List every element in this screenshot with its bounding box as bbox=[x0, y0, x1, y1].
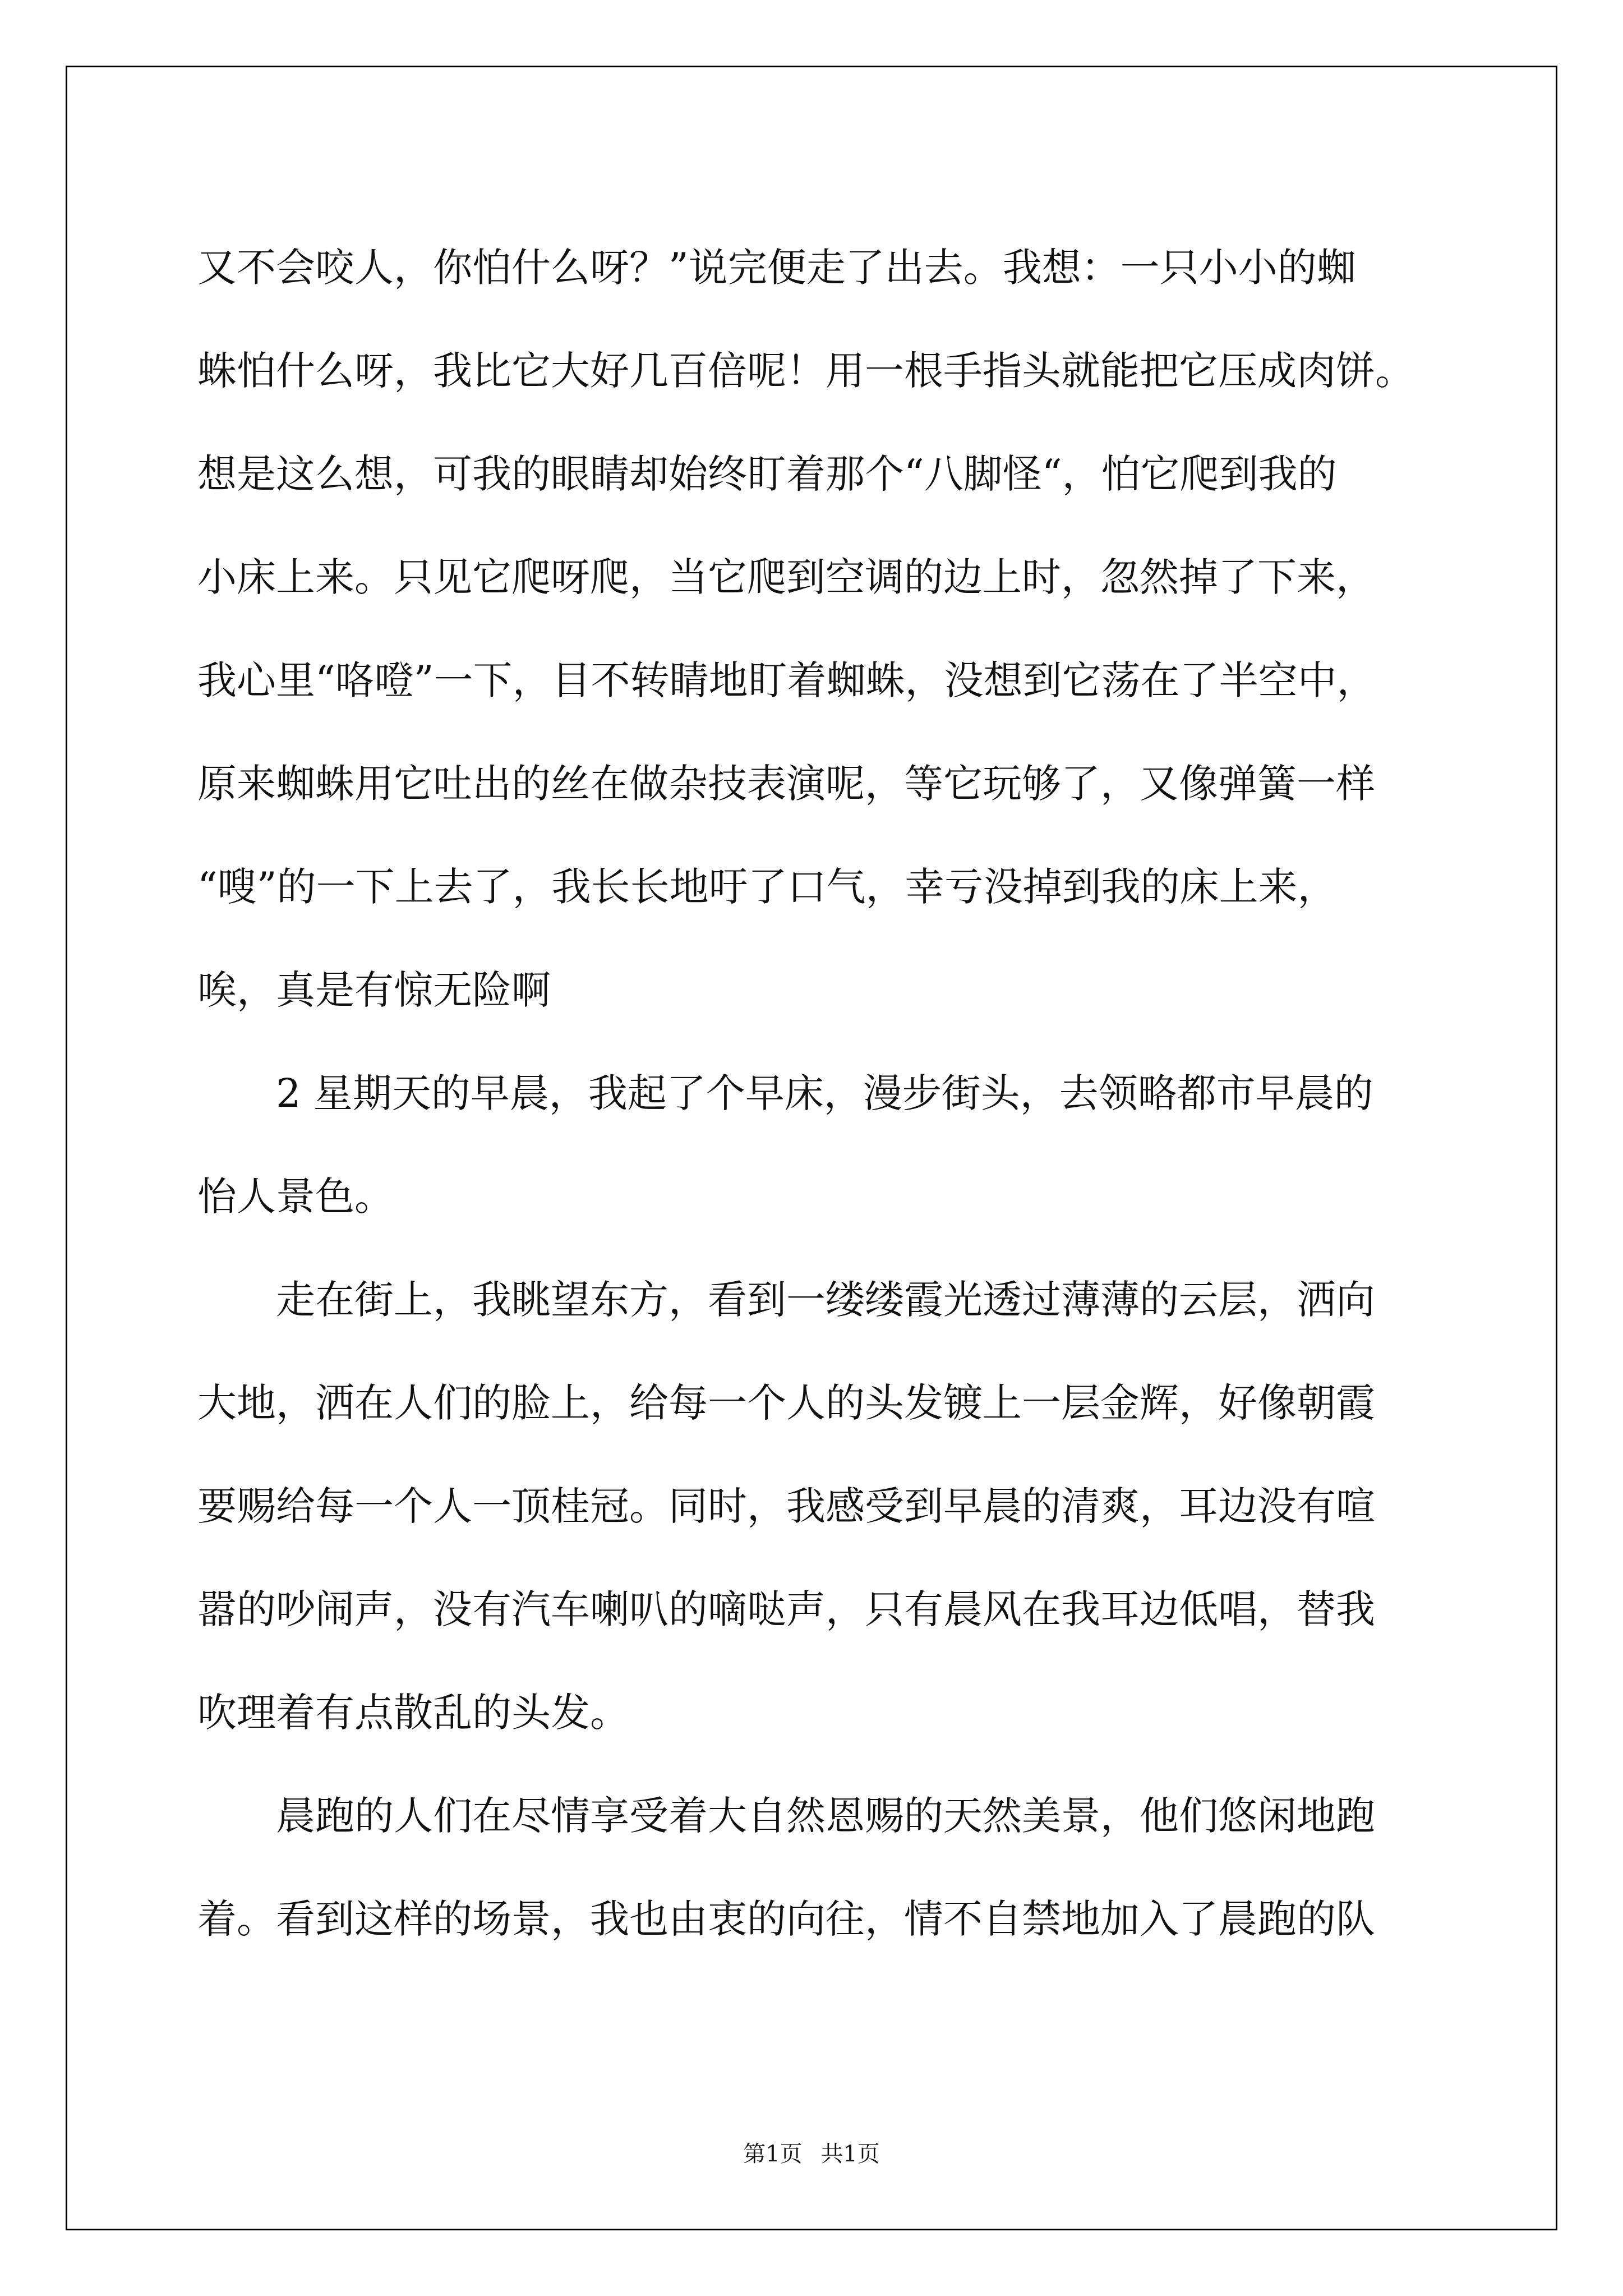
page-footer bbox=[0, 2136, 1623, 2168]
text-line-16: 晨跑的人们在尽情享受着大自然恩赐的天然美景，他们悠闲地跑 bbox=[276, 1793, 1375, 1839]
text-line-10: 怡人景色。 bbox=[197, 1174, 394, 1220]
text-line-7: “嗖”的一下上去了，我长长地吁了口气，幸亏没掉到我的床上来， bbox=[197, 864, 1337, 910]
text-line-14: 嚣的吵闹声，没有汽车喇叭的嘀哒声，只有晨风在我耳边低唱，替我 bbox=[197, 1586, 1375, 1632]
document-body bbox=[197, 216, 1442, 1971]
page-total: 共1页 bbox=[820, 2141, 880, 2167]
text-line-1: 又不会咬人，你怕什么呀？”说完便走了出去。我想：一只小小的蜘 bbox=[197, 245, 1356, 291]
text-line-5: 我心里“咯噔”一下，目不转睛地盯着蜘蛛，没想到它荡在了半空中， bbox=[197, 657, 1376, 703]
text-line-4: 小床上来。只见它爬呀爬，当它爬到空调的边上时，忽然掉了下来， bbox=[197, 554, 1375, 600]
text-line-11: 走在街上，我眺望东方，看到一缕缕霞光透过薄薄的云层，洒向 bbox=[276, 1277, 1375, 1323]
text-line-2: 蛛怕什么呀，我比它大好几百倍呢！用一根手指头就能把它压成肉饼。 bbox=[197, 348, 1414, 394]
text-line-13: 要赐给每一个人一顶桂冠。同时，我感受到早晨的清爽，耳边没有喧 bbox=[197, 1483, 1375, 1529]
text-line-6: 原来蜘蛛用它吐出的丝在做杂技表演呢，等它玩够了，又像弹簧一样 bbox=[197, 761, 1375, 807]
text-line-15: 吹理着有点散乱的头发。 bbox=[197, 1690, 629, 1736]
text-line-17: 着。看到这样的场景，我也由衷的向往，情不自禁地加入了晨跑的队 bbox=[197, 1896, 1375, 1942]
text-line-9: 2 星期天的早晨，我起了个早床，漫步街头，去领略都市早晨的 bbox=[276, 1070, 1373, 1116]
text-line-8: 唉，真是有惊无险啊 bbox=[197, 967, 551, 1013]
text-line-12: 大地，洒在人们的脸上，给每一个人的头发镀上一层金辉，好像朝霞 bbox=[197, 1380, 1375, 1426]
text-line-3: 想是这么想，可我的眼睛却始终盯着那个“八脚怪“，怕它爬到我的 bbox=[197, 451, 1337, 497]
page-number: 第1页 bbox=[743, 2141, 803, 2167]
